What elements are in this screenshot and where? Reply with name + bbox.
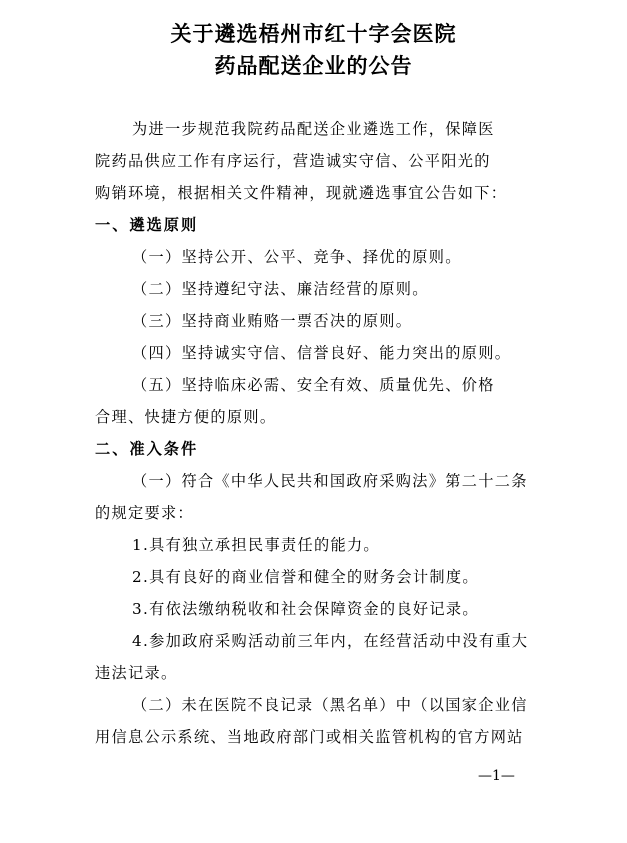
- list-item: （一）坚持公开、公平、竞争、择优的原则。: [132, 248, 462, 266]
- list-item: （三）坚持商业贿赂一票否决的原则。: [132, 312, 413, 330]
- list-item-continuation: 用信息公示系统、当地政府部门或相关监管机构的官方网站: [95, 728, 524, 746]
- list-item: 4.参加政府采购活动前三年内，在经营活动中没有重大: [132, 632, 529, 650]
- list-item: （一）符合《中华人民共和国政府采购法》第二十二条: [132, 472, 528, 490]
- list-item: 1.具有独立承担民事责任的能力。: [132, 536, 380, 554]
- list-item: （二）未在医院不良记录（黑名单）中（以国家企业信: [132, 696, 528, 714]
- list-item: （五）坚持临床必需、安全有效、质量优先、价格: [132, 376, 495, 394]
- paragraph-line: 院药品供应工作有序运行，营造诚实守信、公平阳光的: [95, 152, 491, 170]
- list-item-continuation: 合理、快捷方便的原则。: [95, 408, 277, 426]
- list-item: （二）坚持遵纪守法、廉洁经营的原则。: [132, 280, 429, 298]
- list-item: 2.具有良好的商业信誉和健全的财务会计制度。: [132, 568, 479, 586]
- list-item: （四）坚持诚实守信、信誉良好、能力突出的原则。: [132, 344, 512, 362]
- document-title-line-1: 关于遴选梧州市红十字会医院: [170, 21, 457, 46]
- list-item-continuation: 违法记录。: [95, 664, 178, 682]
- paragraph-line: 购销环境，根据相关文件精神，现就遴选事宜公告如下：: [95, 184, 508, 202]
- page-number: —1—: [478, 768, 515, 784]
- list-item: 3.有依法缴纳税收和社会保障资金的良好记录。: [132, 600, 479, 618]
- document-title-line-2: 药品配送企业的公告: [214, 53, 413, 78]
- list-item-continuation: 的规定要求：: [95, 504, 194, 522]
- paragraph-line: 为进一步规范我院药品配送企业遴选工作，保障医: [132, 120, 495, 138]
- section-heading: 二、准入条件: [95, 440, 199, 458]
- section-heading: 一、遴选原则: [95, 216, 199, 234]
